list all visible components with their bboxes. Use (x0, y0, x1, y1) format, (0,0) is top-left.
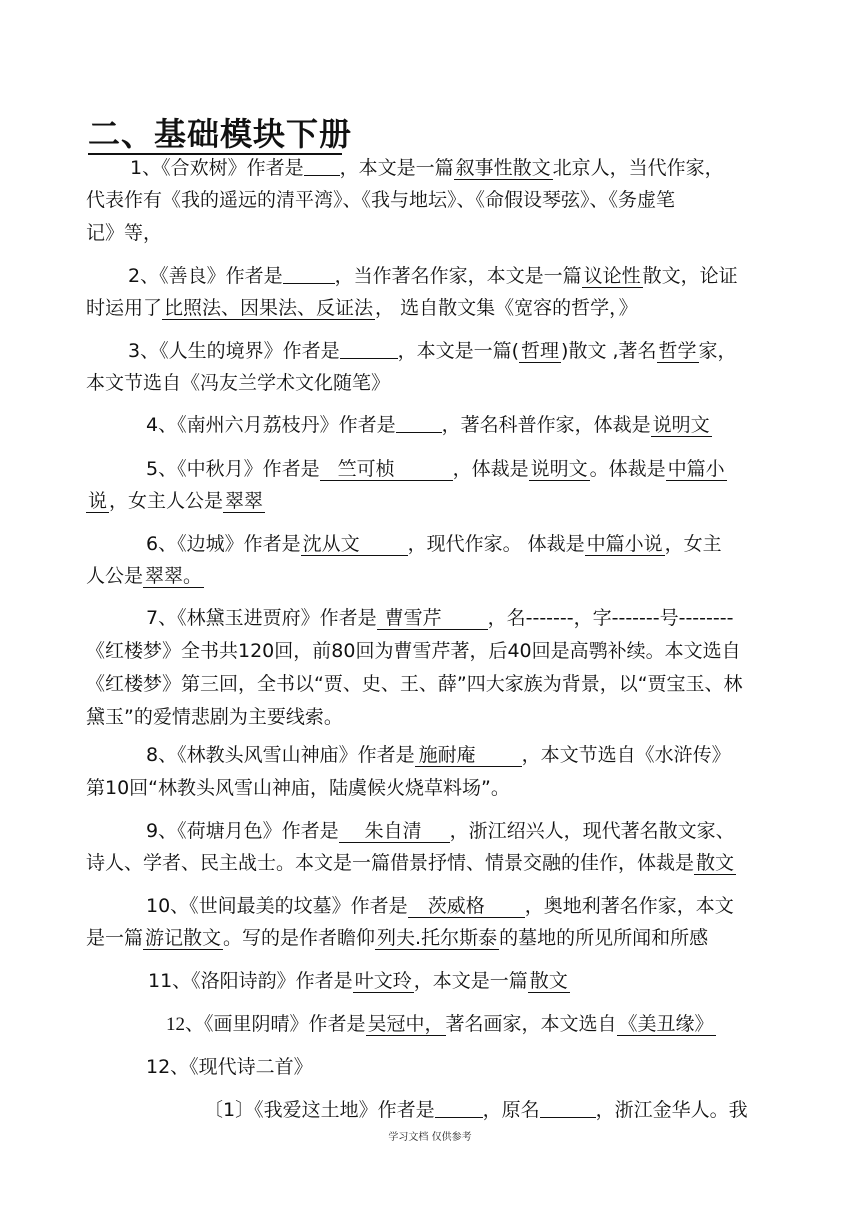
item-5-line-2 (86, 487, 265, 515)
item-3-line-2: 本文节选自《冯友兰学术文化随笔》 (86, 372, 391, 394)
item-11-answer: 散文 (529, 970, 568, 992)
item-2-answer: 议论性 (583, 265, 641, 287)
item-2-line-1 (128, 262, 738, 290)
item-12a-text: 著名画家，本文选自 (445, 1014, 617, 1035)
page-title: 二、基础模块下册 (88, 115, 353, 153)
item-10-line-2 (86, 924, 708, 952)
item-2-text: 2、《善良》作者是 (128, 265, 283, 287)
item-7-answer: 曹雪芹 (377, 607, 488, 630)
item-5-text: 。体裁是 (589, 458, 666, 480)
item-6-answer: 中篇小说 (586, 533, 663, 555)
item-2-text: 散文，论证 (642, 265, 738, 287)
item-6-text: ，女主 (664, 533, 722, 555)
item-2-answer: 比照法、因果法、反证法 (164, 297, 374, 319)
item-8-line-1 (146, 741, 731, 769)
item-5-answer: 中篇小 (667, 458, 725, 480)
item-3-text: 3、《人生的境界》作者是 (128, 340, 340, 362)
item-4-line-1 (146, 411, 712, 439)
item-6-text: ，现代作家。 体裁是 (407, 533, 585, 555)
item-5-text: ，女主人公是 (109, 490, 224, 512)
item-8-text: ，本文节选自《水浒传》 (521, 744, 731, 766)
item-10-text: 10、《世间最美的坟墓》作者是 (146, 895, 408, 917)
page-footer: 学习文档 仅供参考 (388, 1132, 472, 1143)
item-2-text: ， 选自散文集《宽容的哲学，》 (375, 297, 638, 319)
item-3-answer: 哲理 (521, 340, 560, 362)
blank (304, 155, 340, 176)
item-10-text: 。写的是作者瞻仰 (223, 927, 376, 949)
item-11-answer: 叶文玲 (354, 970, 412, 992)
item-12a-answer: 吴冠中， (367, 1014, 444, 1035)
item-3-line-1 (128, 337, 737, 365)
blank (396, 412, 442, 433)
item-5-line-1 (146, 455, 727, 483)
item-10-answer: 游记散文 (145, 927, 222, 949)
item-12a-answer: 《美丑缘》 (618, 1014, 714, 1035)
item-11-text: 11、《洛阳诗韵》作者是 (148, 970, 353, 992)
item-5-answer: 说 (88, 490, 108, 512)
item-3-text: )散文 ,著名 (561, 340, 657, 362)
item-6-text: 人公是 (86, 565, 144, 587)
item-10-text: ，奥地利著名作家，本文 (524, 895, 734, 917)
item-8-text: 8、《林教头风雪山神庙》作者是 (146, 744, 415, 766)
item-1-text: 1、《合欢树》作者是 (130, 157, 304, 179)
item-6-line-2 (86, 562, 204, 590)
blank (283, 263, 335, 284)
item-2-text: ，当作著名作家，本文是一篇 (334, 265, 582, 287)
item-5-text: 5、《中秋月》作者是 (146, 458, 320, 480)
item-3-text: 家， (698, 340, 737, 362)
item-9-answer: 朱自清 (339, 820, 450, 843)
item-12a-line-1 (166, 1011, 716, 1039)
item-1-line-2: 代表作有《我的遥远的清平湾》、《我与地坛》、《命假设琴弦》、《务虚笔 (86, 189, 676, 211)
item-7-text: ，名-------，字-------号-------- (487, 607, 734, 629)
item-10-answer: 列夫.托尔斯泰 (377, 927, 498, 949)
item-10-text: 是一篇 (86, 927, 144, 949)
item-13-text: ，原名 (482, 1099, 540, 1121)
item-8-line-2: 第10回“林教头风雪山神庙，陆虞候火烧草料场”。 (86, 777, 510, 799)
item-9-answer: 散文 (696, 852, 735, 874)
item-11-line-1 (148, 967, 570, 995)
item-13-line-1 (204, 1096, 748, 1124)
item-2-line-2 (86, 294, 638, 322)
item-5-answer: 说明文 (530, 458, 588, 480)
item-4-answer: 说明文 (652, 414, 710, 436)
item-9-line-1 (146, 817, 735, 845)
item-5-answer: 竺可桢 (320, 458, 453, 481)
item-11-text: ，本文是一篇 (413, 970, 528, 992)
item-1-line-3: 记》等， (86, 222, 163, 244)
item-4-text: ，著名科普作家，体裁是 (441, 414, 651, 436)
item-6-text: 6、《边城》作者是 (146, 533, 301, 555)
item-7-line-3: 《红楼梦》第三回，全书以“贾、史、王、薛”四大家族为背景，以“贾宝玉、林 (86, 673, 743, 695)
blank (435, 1097, 483, 1118)
item-6-answer: 沈从文 (301, 533, 408, 556)
item-10-line-1 (146, 892, 734, 920)
item-3-answer: 哲学 (658, 340, 697, 362)
item-13-text: ，浙江金华人。我 (595, 1099, 748, 1121)
item-10-answer: 茨威格 (408, 895, 525, 918)
item-7-line-4: 黛玉”的爱情悲剧为主要线索。 (86, 706, 343, 728)
item-7-line-1 (146, 604, 733, 632)
item-3-text: ，本文是一篇( (397, 340, 520, 362)
item-7-line-2: 《红楼梦》全书共120回，前80回为曹雪芹著，后40回是高鹗补续。本文选自 (86, 640, 741, 662)
item-1-text: 北京人，当代作家， (552, 157, 724, 179)
item-1-line-1 (130, 154, 724, 182)
item-9-text: 诗人、学者、民主战士。本文是一篇借景抒情、情景交融的佳作，体裁是 (86, 852, 695, 874)
item-2-text: 时运用了 (86, 297, 163, 319)
item-6-line-1 (146, 530, 722, 558)
item-5-text: ，体裁是 (452, 458, 529, 480)
item-9-text: 9、《荷塘月色》作者是 (146, 820, 339, 842)
item-9-text: ，浙江绍兴人，现代著名散文家、 (449, 820, 735, 842)
item-7-text: 7、《林黛玉进贾府》作者是 (146, 607, 377, 629)
item-4-text: 4、《南州六月荔枝丹》作者是 (146, 414, 396, 436)
blank (340, 338, 398, 359)
item-8-answer: 施耐庵 (415, 744, 522, 767)
item-1-text: ，本文是一篇 (339, 157, 454, 179)
item-13-text: 〔1〕《我爱这土地》作者是 (204, 1099, 435, 1121)
item-10-text: 的墓地的所见所闻和所感 (499, 927, 709, 949)
item-1-answer: 叙事性散文 (455, 157, 551, 179)
item-12a-text: 12、《画里阴晴》作者是 (166, 1014, 366, 1035)
item-9-line-2 (86, 849, 736, 877)
item-5-answer: 翠翠 (225, 490, 264, 512)
blank (540, 1097, 596, 1118)
item-6-answer: 翠翠。 (145, 565, 203, 587)
item-12b-line-1: 12、《现代诗二首》 (146, 1056, 313, 1078)
